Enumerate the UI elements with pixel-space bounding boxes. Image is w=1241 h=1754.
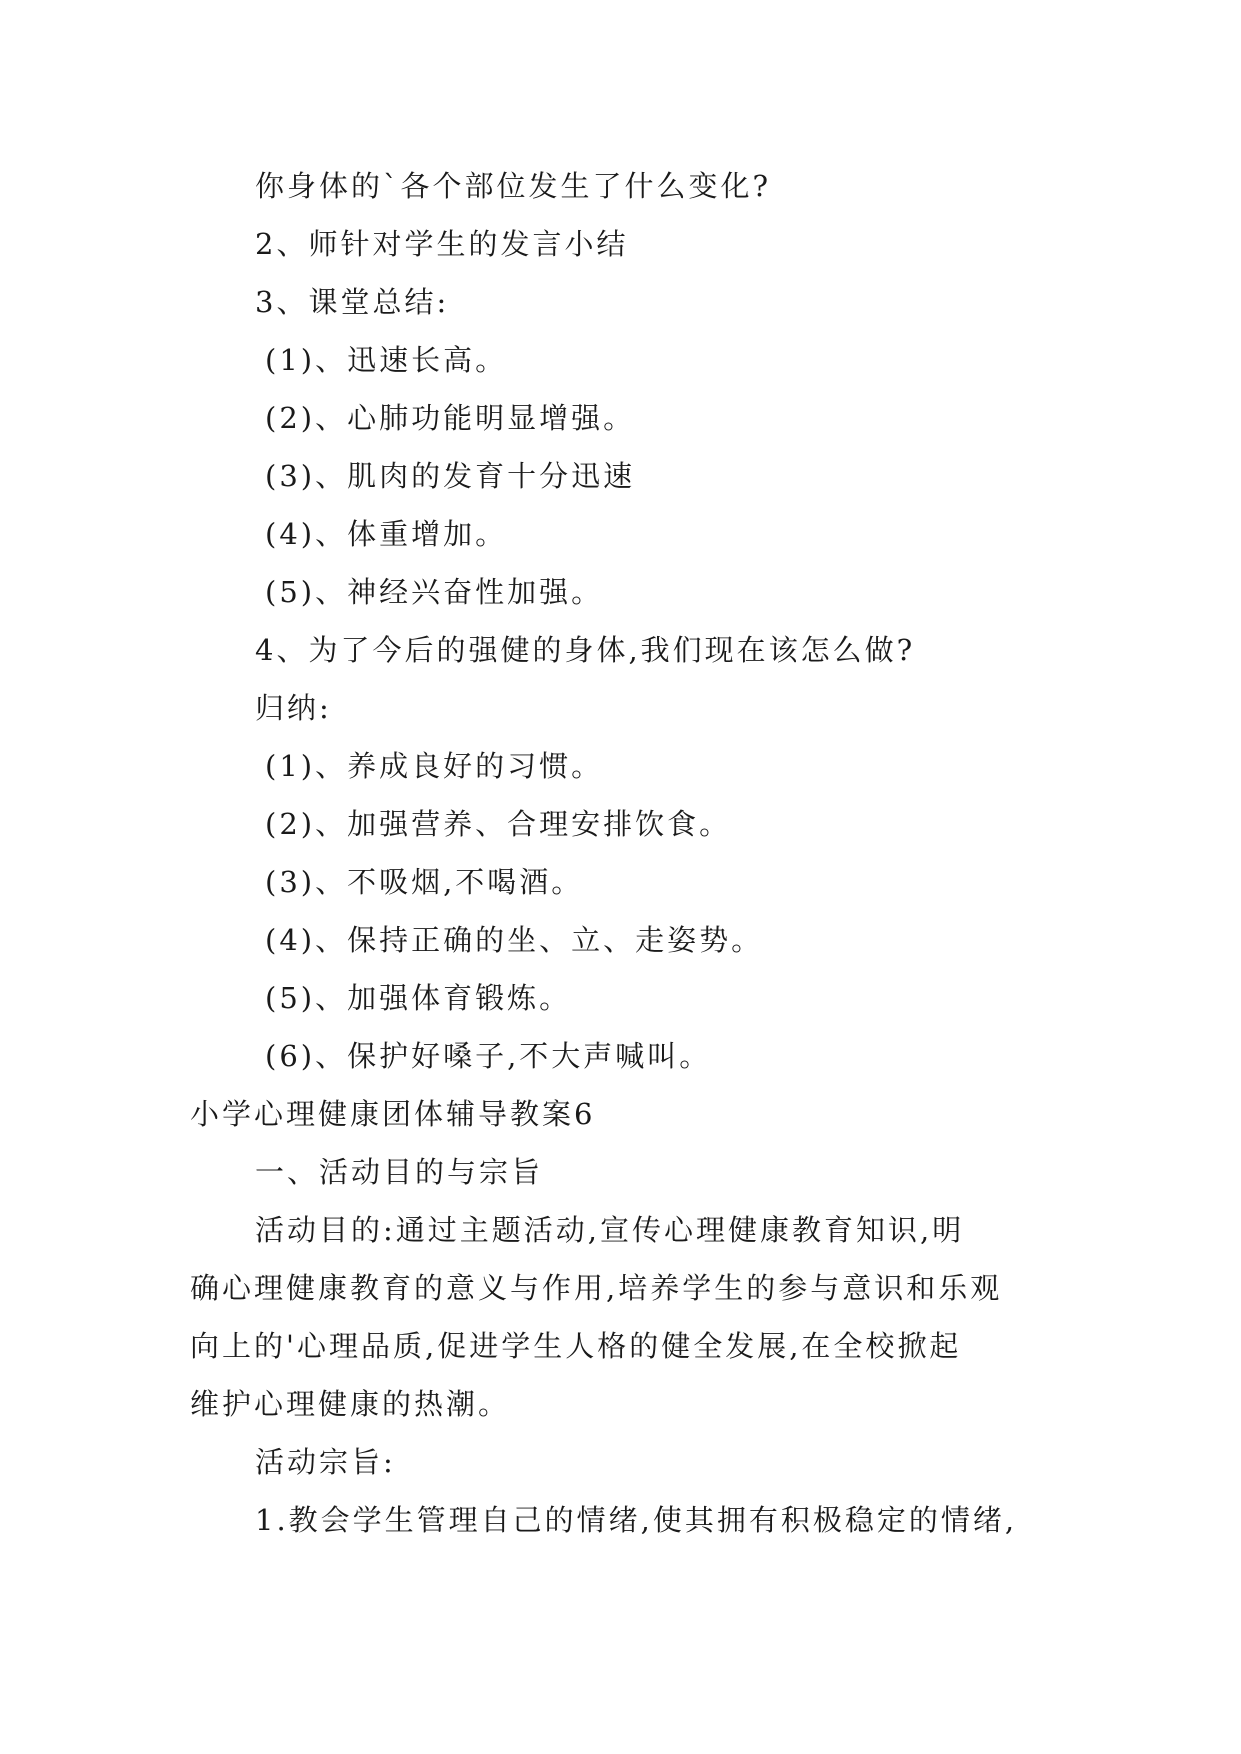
paragraph-line: 维护心理健康的热潮。	[190, 1387, 511, 1421]
text-line: 归纳:	[255, 691, 332, 725]
list-item: (5)、神经兴奋性加强。	[265, 575, 604, 609]
text-line: 3、课堂总结:	[255, 285, 450, 319]
list-item: (4)、保持正确的坐、立、走姿势。	[265, 923, 764, 957]
paragraph-line: 1.教会学生管理自己的情绪,使其拥有积极稳定的情绪,	[255, 1503, 1018, 1537]
list-item: (1)、养成良好的习惯。	[265, 749, 604, 783]
text-line: 活动宗旨:	[255, 1445, 396, 1479]
list-item: (2)、心肺功能明显增强。	[265, 401, 636, 435]
list-item: (2)、加强营养、合理安排饮食。	[265, 807, 732, 841]
list-item: (6)、保护好嗓子,不大声喊叫。	[265, 1039, 712, 1073]
text-line: 4、为了今后的强健的身体,我们现在该怎么做?	[255, 633, 916, 667]
list-item: (4)、体重增加。	[265, 517, 508, 551]
section-heading: 一、活动目的与宗旨	[255, 1155, 544, 1189]
list-item: (5)、加强体育锻炼。	[265, 981, 572, 1015]
paragraph-line: 活动目的:通过主题活动,宣传心理健康教育知识,明	[255, 1213, 965, 1247]
paragraph-line: 向上的'心理品质,促进学生人格的健全发展,在全校掀起	[190, 1329, 962, 1363]
section-title: 小学心理健康团体辅导教案6	[190, 1097, 596, 1131]
paragraph-line: 确心理健康教育的意义与作用,培养学生的参与意识和乐观	[190, 1271, 1003, 1305]
list-item: (3)、不吸烟,不喝酒。	[265, 865, 584, 899]
list-item: (3)、肌肉的发育十分迅速	[265, 459, 636, 493]
list-item: (1)、迅速长高。	[265, 343, 508, 377]
text-line: 你身体的`各个部位发生了什么变化?	[255, 169, 772, 203]
text-line: 2、师针对学生的发言小结	[255, 227, 629, 261]
